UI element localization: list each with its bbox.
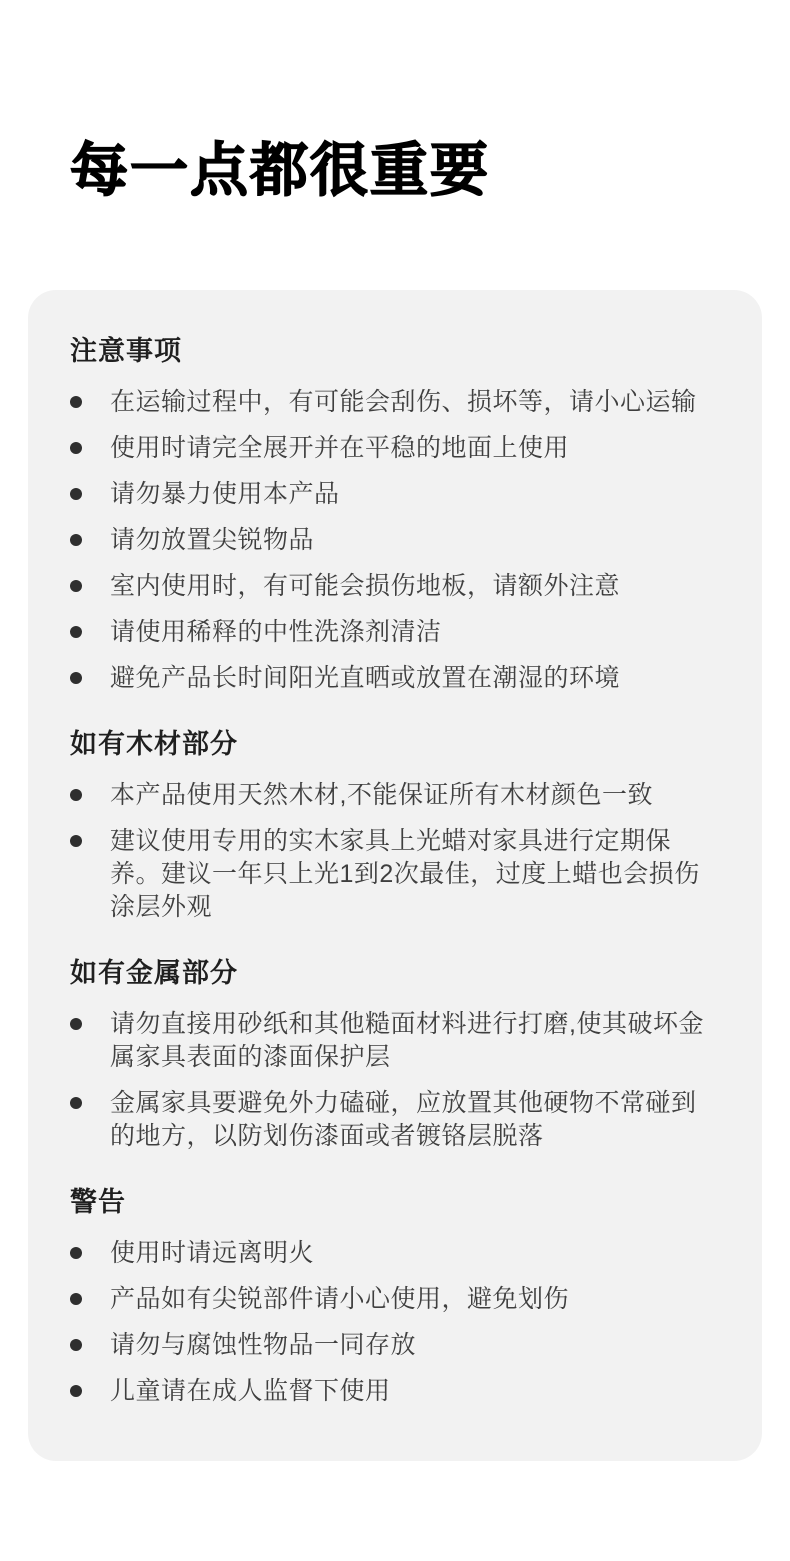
list-item [70, 779, 720, 812]
list-item [70, 1008, 720, 1074]
notice-item-text: 儿童请在成人监督下使用 [110, 1376, 391, 1405]
list-item [70, 662, 720, 695]
notice-list [70, 779, 720, 924]
page-title: 每一点都很重要 [70, 138, 491, 203]
list-item [70, 524, 720, 557]
list-item [70, 616, 720, 649]
bullet-icon [70, 1293, 82, 1305]
bullet-icon [70, 1097, 82, 1109]
notice-list [70, 1008, 720, 1153]
section-wood-parts [70, 727, 720, 924]
bullet-icon [70, 626, 82, 638]
section-heading: 如有木材部分 [70, 728, 238, 759]
notice-item-text: 请勿放置尖锐物品 [110, 525, 315, 554]
notice-item-text: 请使用稀释的中性洗涤剂清洁 [110, 617, 442, 646]
list-item [70, 1375, 720, 1408]
notice-item-text: 请勿直接用砂纸和其他糙面材料进行打磨,使其破坏金属家具表面的漆面保护层 [110, 1009, 704, 1071]
bullet-icon [70, 1339, 82, 1351]
section-heading: 注意事项 [70, 335, 182, 366]
notice-item-text: 请勿与腐蚀性物品一同存放 [110, 1330, 417, 1359]
bullet-icon [70, 835, 82, 847]
bullet-icon [70, 1247, 82, 1259]
bullet-icon [70, 672, 82, 684]
section-heading: 如有金属部分 [70, 957, 238, 988]
bullet-icon [70, 488, 82, 500]
notice-item-text: 金属家具要避免外力磕碰，应放置其他硬物不常碰到的地方，以防划伤漆面或者镀铬层脱落 [110, 1088, 697, 1150]
notice-item-text: 使用时请远离明火 [110, 1238, 315, 1267]
notice-item-text: 建议使用专用的实木家具上光蜡对家具进行定期保养。建议一年只上光1到2次最佳，过度上蜡也会损伤涂层外观 [110, 826, 700, 921]
list-item [70, 432, 720, 465]
list-item [70, 478, 720, 511]
notice-list [70, 386, 720, 695]
notice-item-text: 在运输过程中，有可能会刮伤、损坏等，请小心运输 [110, 387, 697, 416]
bullet-icon [70, 442, 82, 454]
list-item [70, 1237, 720, 1270]
notice-item-text: 使用时请完全展开并在平稳的地面上使用 [110, 433, 570, 462]
notice-list [70, 1237, 720, 1408]
notice-card [28, 290, 762, 1461]
list-item [70, 1283, 720, 1316]
list-item [70, 825, 720, 924]
section-precautions [70, 334, 720, 695]
bullet-icon [70, 1018, 82, 1030]
bullet-icon [70, 789, 82, 801]
notice-item-text: 请勿暴力使用本产品 [110, 479, 340, 508]
list-item [70, 570, 720, 603]
list-item [70, 1087, 720, 1153]
section-warning [70, 1185, 720, 1408]
bullet-icon [70, 534, 82, 546]
notice-item-text: 室内使用时，有可能会损伤地板，请额外注意 [110, 571, 621, 600]
notice-item-text: 本产品使用天然木材,不能保证所有木材颜色一致 [110, 780, 653, 809]
notice-item-text: 产品如有尖锐部件请小心使用，避免划伤 [110, 1284, 570, 1313]
bullet-icon [70, 396, 82, 408]
notice-item-text: 避免产品长时间阳光直晒或放置在潮湿的环境 [110, 663, 621, 692]
bullet-icon [70, 580, 82, 592]
list-item [70, 1329, 720, 1362]
bullet-icon [70, 1385, 82, 1397]
section-heading: 警告 [70, 1186, 126, 1217]
list-item [70, 386, 720, 419]
section-metal-parts [70, 956, 720, 1153]
